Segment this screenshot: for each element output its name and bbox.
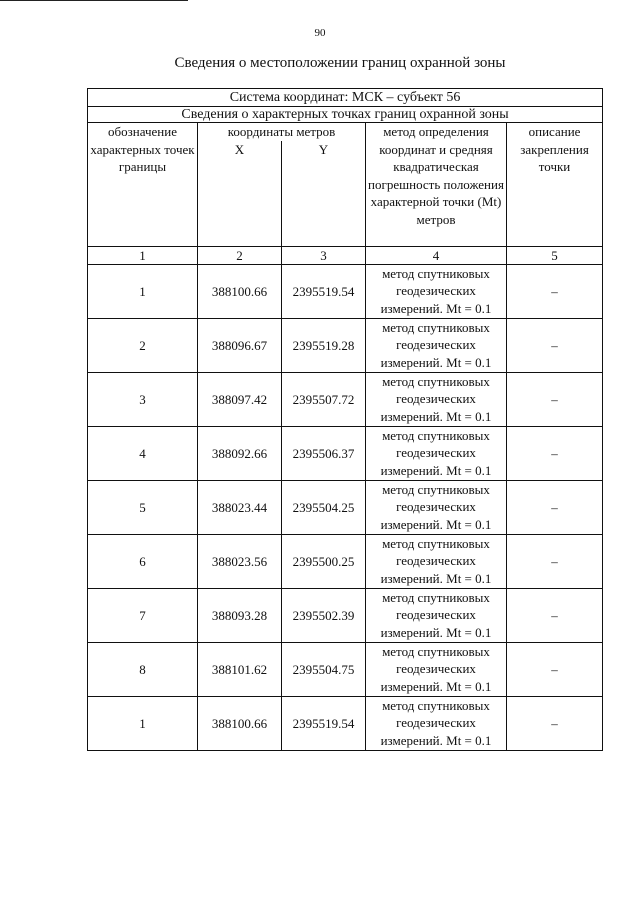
x-coordinate-cell: 388097.42 (198, 372, 282, 426)
coordinate-system-row (88, 89, 603, 107)
header-y: Y (282, 141, 366, 247)
point-cell: 5 (88, 480, 198, 534)
y-coordinate-cell: 2395519.54 (282, 264, 366, 318)
column-header-row (88, 123, 603, 141)
point-cell: 3 (88, 372, 198, 426)
point-cell: 4 (88, 426, 198, 480)
header-x: X (198, 141, 282, 247)
coordinates-table-container (87, 88, 602, 751)
method-cell: метод спутниковых геодезических измерений. Mt = 0.1 (366, 426, 507, 480)
table-row (88, 264, 603, 318)
description-cell: – (507, 480, 603, 534)
method-cell: метод спутниковых геодезических измерений. Mt = 0.1 (366, 264, 507, 318)
table-row (88, 480, 603, 534)
x-coordinate-cell: 388023.44 (198, 480, 282, 534)
header-method: метод определения координат и средняя квадратическая погрешность положения характерной точки (Mt) метров (366, 123, 507, 247)
y-coordinate-cell: 2395507.72 (282, 372, 366, 426)
column-number-3: 3 (282, 246, 366, 264)
method-cell: метод спутниковых геодезических измерений. Mt = 0.1 (366, 372, 507, 426)
point-cell: 7 (88, 588, 198, 642)
header-description: описание закрепления точки (507, 123, 603, 247)
coordinate-system-cell: Система координат: МСК – субъект 56 (88, 89, 603, 107)
method-cell: метод спутниковых геодезических измерений. Mt = 0.1 (366, 642, 507, 696)
x-coordinate-cell: 388093.28 (198, 588, 282, 642)
page-number: 90 (314, 27, 326, 39)
description-cell: – (507, 264, 603, 318)
method-cell: метод спутниковых геодезических измерений. Mt = 0.1 (366, 588, 507, 642)
point-cell: 2 (88, 318, 198, 372)
x-coordinate-cell: 388101.62 (198, 642, 282, 696)
description-cell: – (507, 318, 603, 372)
method-cell: метод спутниковых геодезических измерений. Mt = 0.1 (366, 480, 507, 534)
x-coordinate-cell: 388092.66 (198, 426, 282, 480)
table-row (88, 426, 603, 480)
column-number-2: 2 (198, 246, 282, 264)
points-header-row (88, 107, 603, 123)
x-coordinate-cell: 388023.56 (198, 534, 282, 588)
table-row (88, 534, 603, 588)
column-number-1: 1 (88, 246, 198, 264)
method-cell: метод спутниковых геодезических измерений. Mt = 0.1 (366, 696, 507, 750)
column-number-4: 4 (366, 246, 507, 264)
header-rule (0, 0, 188, 1)
description-cell: – (507, 426, 603, 480)
y-coordinate-cell: 2395502.39 (282, 588, 366, 642)
point-cell: 1 (88, 264, 198, 318)
x-coordinate-cell: 388100.66 (198, 696, 282, 750)
table-row (88, 588, 603, 642)
header-designation: обозначение характерных точек границы (88, 123, 198, 247)
x-coordinate-cell: 388096.67 (198, 318, 282, 372)
description-cell: – (507, 534, 603, 588)
point-cell: 6 (88, 534, 198, 588)
points-header-cell: Сведения о характерных точках границ охранной зоны (88, 107, 603, 123)
method-cell: метод спутниковых геодезических измерений. Mt = 0.1 (366, 534, 507, 588)
y-coordinate-cell: 2395519.28 (282, 318, 366, 372)
coordinates-table (87, 88, 603, 751)
y-coordinate-cell: 2395504.25 (282, 480, 366, 534)
point-cell: 1 (88, 696, 198, 750)
column-number-5: 5 (507, 246, 603, 264)
y-coordinate-cell: 2395500.25 (282, 534, 366, 588)
method-cell: метод спутниковых геодезических измерений. Mt = 0.1 (366, 318, 507, 372)
description-cell: – (507, 642, 603, 696)
table-row (88, 696, 603, 750)
point-cell: 8 (88, 642, 198, 696)
y-coordinate-cell: 2395506.37 (282, 426, 366, 480)
table-row (88, 318, 603, 372)
table-row (88, 642, 603, 696)
description-cell: – (507, 588, 603, 642)
description-cell: – (507, 696, 603, 750)
description-cell: – (507, 372, 603, 426)
column-numbers-row (88, 246, 603, 264)
y-coordinate-cell: 2395504.75 (282, 642, 366, 696)
table-row (88, 372, 603, 426)
x-coordinate-cell: 388100.66 (198, 264, 282, 318)
y-coordinate-cell: 2395519.54 (282, 696, 366, 750)
header-coordinates: координаты метров (198, 123, 366, 141)
page-title: Сведения о местоположении границ охранной зоны (174, 55, 506, 71)
